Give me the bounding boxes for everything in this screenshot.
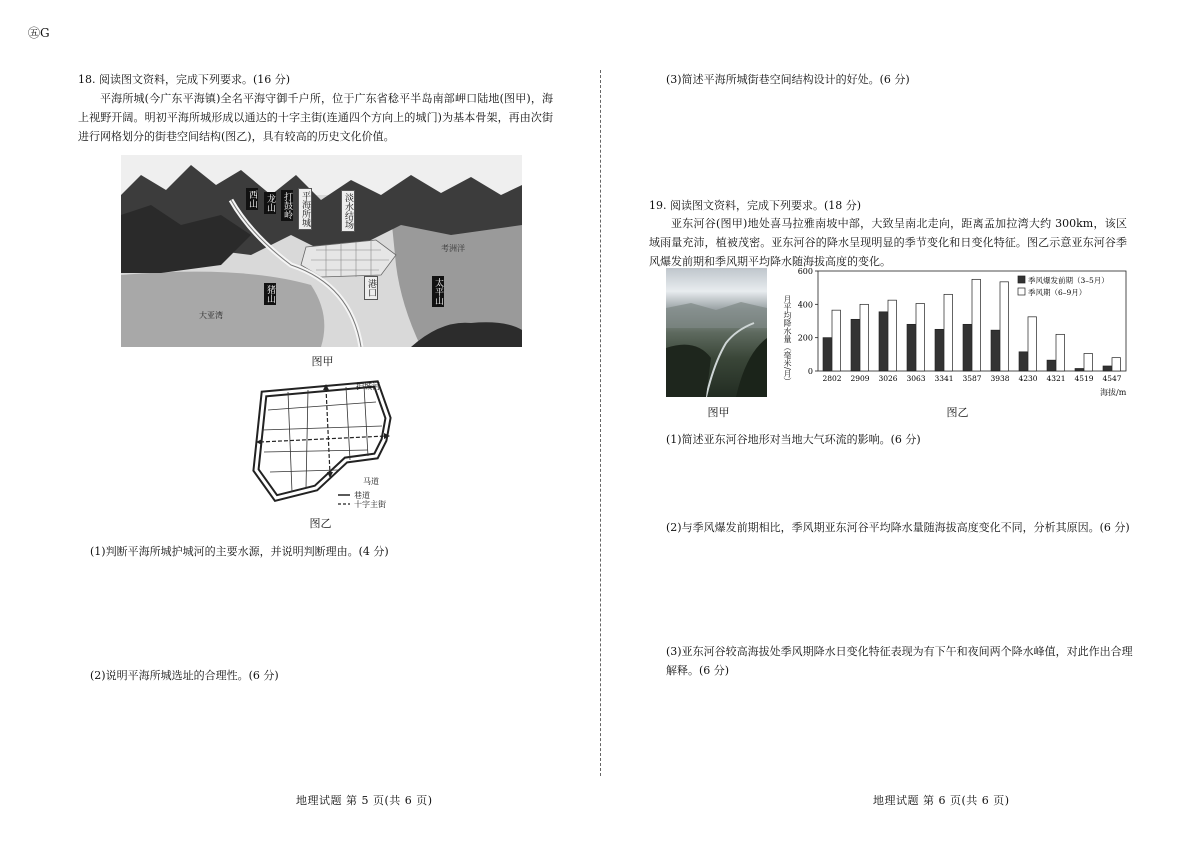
bar-monsoon <box>860 304 868 371</box>
legend-main-street: 十字主街 <box>354 500 386 509</box>
q19-title: 19. 阅读图文资料，完成下列要求。(18 分) <box>649 199 862 212</box>
x-tick-label: 4519 <box>1074 374 1094 383</box>
moat-label: 护城河 <box>356 382 380 391</box>
y-tick-label: 600 <box>797 267 813 276</box>
q19-sub3: (3)亚东河谷较高海拔处季风期降水日变化特征表现为有下午和夜间两个降水峰值，对此作出合理解释。(6 分) <box>666 645 1133 677</box>
column-divider <box>600 70 601 776</box>
y-tick-label: 0 <box>807 367 813 376</box>
x-tick-label: 4547 <box>1102 374 1122 383</box>
chart-xlabel: 海拔/m <box>1100 388 1127 397</box>
map-label-bay-east: 考洲洋 <box>441 244 465 253</box>
y-tick-label: 400 <box>797 300 813 310</box>
figure-a-photo <box>666 268 767 397</box>
x-tick-label: 3938 <box>990 374 1010 383</box>
bar-monsoon <box>1056 334 1064 371</box>
q19-sub1: (1)简述亚东河谷地形对当地大气环流的影响。(6 分) <box>666 433 921 446</box>
road-label: 马道 <box>363 477 379 486</box>
bar-pre-monsoon <box>991 330 999 371</box>
figure-b-caption: 图乙 <box>309 517 332 530</box>
photo-caption: 图甲 <box>707 406 730 419</box>
bar-monsoon <box>1112 358 1120 371</box>
bar-monsoon <box>1084 354 1092 372</box>
bar-pre-monsoon <box>879 312 887 371</box>
bar-monsoon <box>832 310 840 371</box>
x-tick-label: 3063 <box>906 374 926 383</box>
map-label-dayawan: 大亚湾 <box>199 311 223 320</box>
bar-pre-monsoon <box>823 338 831 371</box>
q19-intro: 亚东河谷(图甲)地处喜马拉雅南坡中部，大致呈南北走向，距离孟加拉湾大约 300km，该区域雨量充沛，植被茂密。亚东河谷的降水呈现明显的季节变化和日变化特征。图乙示意亚东河谷季风爆发前期和季风期平均降水随海拔高度的变化。 <box>649 217 1127 268</box>
map-label-dagulin: 打鼓岭 <box>282 192 292 219</box>
x-tick-label: 3587 <box>962 374 982 383</box>
footer-page-5: 地理试题 第 5 页(共 6 页) <box>296 794 433 807</box>
map-label-zhushan: 猪山 <box>265 285 275 303</box>
bar-pre-monsoon <box>1047 360 1055 371</box>
legend-swatch <box>1018 288 1025 295</box>
bar-monsoon <box>1028 317 1036 371</box>
bar-pre-monsoon <box>935 329 943 371</box>
bar-pre-monsoon <box>1075 369 1083 372</box>
figure-b-diagram <box>246 380 416 512</box>
map-label-taipingshan: 太平山 <box>433 278 443 305</box>
bar-pre-monsoon <box>1103 366 1111 371</box>
x-tick-label: 3026 <box>878 374 898 383</box>
x-tick-label: 2802 <box>822 374 842 383</box>
q18-title: 18. 阅读图文资料，完成下列要求。(16 分) <box>78 73 291 86</box>
bar-pre-monsoon <box>907 324 915 371</box>
legend-street: 巷道 <box>354 491 370 500</box>
bar-pre-monsoon <box>1019 352 1027 371</box>
x-tick-label: 4230 <box>1018 374 1038 383</box>
bar-pre-monsoon <box>851 319 859 371</box>
legend-entry: 季风期（6–9月） <box>1028 288 1087 297</box>
x-tick-label: 4321 <box>1046 374 1066 383</box>
precip-chart-svg <box>780 265 1130 397</box>
legend-swatch <box>1018 276 1025 283</box>
page-mark: ㊄G <box>28 26 50 40</box>
q18-intro: 平海所城(今广东平海镇)全名平海守御千户所，位于广东省稔平半岛南部岬口陆地(图甲)，海上视野开阔。明初平海所城形成以通达的十字主街(连通四个方向上的城门)为基本骨架，再由次街进行网格划分的街巷空间结构(图乙)，具有较高的历史文化价值。 <box>78 92 553 143</box>
map-label-field: 淡水结场 <box>341 190 355 232</box>
q19-sub2: (2)与季风爆发前期相比，季风期亚东河谷平均降水量随海拔高度变化不同，分析其原因。(6 分) <box>666 521 1130 534</box>
precip-chart <box>780 265 1130 397</box>
bar-monsoon <box>888 300 896 371</box>
map-label-xishan: 西山 <box>247 190 257 208</box>
figure-a-map <box>121 155 522 347</box>
y-tick-label: 200 <box>797 333 813 343</box>
map-label-longshan: 龙山 <box>265 194 275 212</box>
map-label-city: 平海所城 <box>298 188 312 230</box>
q18-sub1: (1)判断平海所城护城河的主要水源，并说明判断理由。(4 分) <box>90 545 389 558</box>
q18-sub2: (2)说明平海所城选址的合理性。(6 分) <box>90 669 279 682</box>
q18-sub3: (3)简述平海所城街巷空间结构设计的好处。(6 分) <box>666 73 910 86</box>
chart-caption: 图乙 <box>946 406 969 419</box>
x-tick-label: 2909 <box>850 374 870 383</box>
bar-monsoon <box>916 304 924 372</box>
footer-page-6: 地理试题 第 6 页(共 6 页) <box>873 794 1010 807</box>
bar-pre-monsoon <box>963 324 971 371</box>
bar-monsoon <box>972 279 980 371</box>
bar-monsoon <box>1000 282 1008 371</box>
chart-ylabel: 月平均降水量（毫米/月） <box>783 295 792 386</box>
figure-a-caption: 图甲 <box>311 355 334 368</box>
bar-monsoon <box>944 294 952 371</box>
legend-entry: 季风爆发前期（3–5月） <box>1028 276 1109 285</box>
x-tick-label: 3341 <box>934 374 954 383</box>
map-label-port: 港口 <box>364 276 378 300</box>
